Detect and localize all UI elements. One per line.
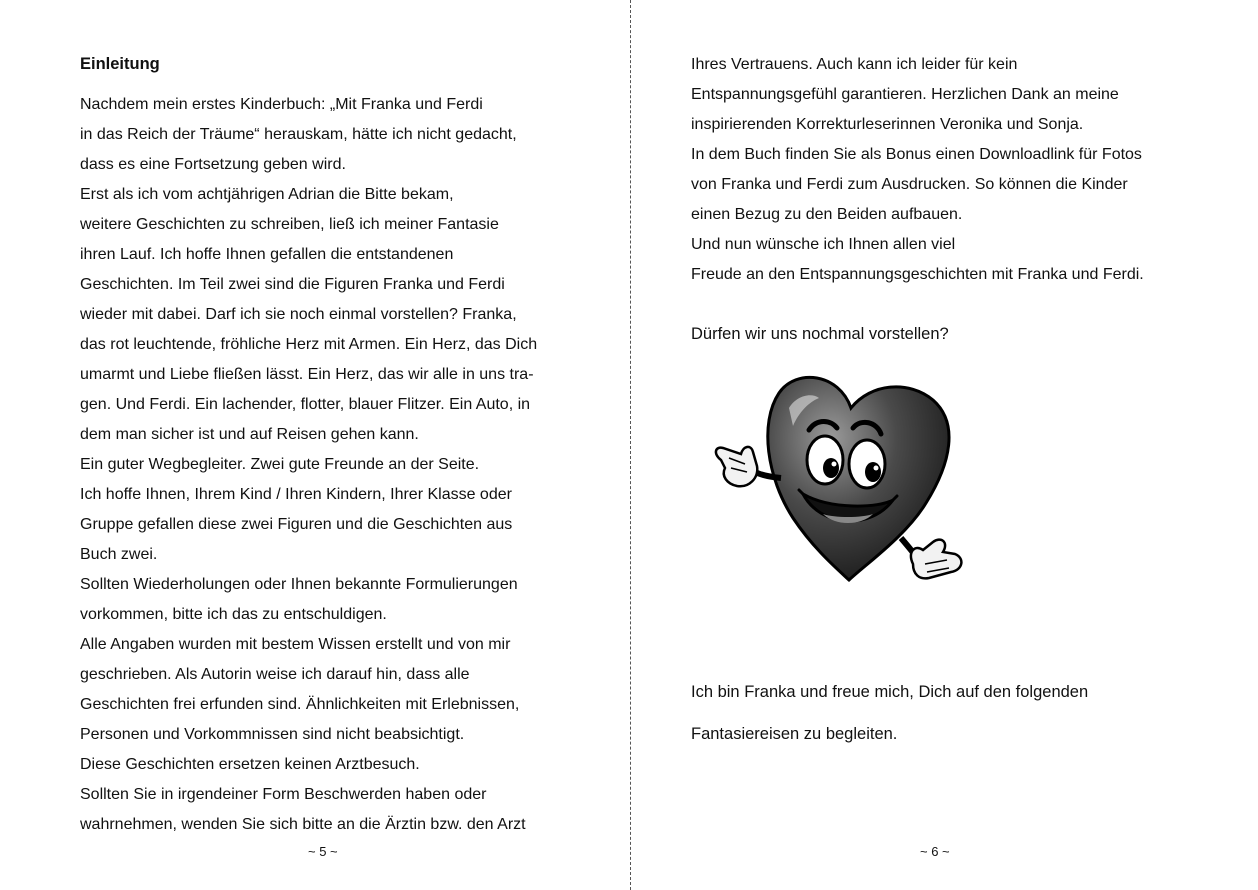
page-number: ~ 6 ~ bbox=[920, 844, 950, 859]
right-body-text bbox=[691, 50, 1144, 290]
text-line: Und nun wünsche ich Ihnen allen viel bbox=[691, 236, 956, 253]
text-line: Diese Geschichten ersetzen keinen Arztbesuch. bbox=[80, 756, 420, 773]
text-line: Ich hoffe Ihnen, Ihrem Kind / Ihren Kindern, Ihrer Klasse oder bbox=[80, 486, 512, 503]
text-line: das rot leuchtende, fröhliche Herz mit Armen. Ein Herz, das Dich bbox=[80, 336, 538, 353]
text-line: Ein guter Wegbegleiter. Zwei gute Freunde an der Seite. bbox=[80, 456, 480, 473]
text-line: wieder mit dabei. Darf ich sie noch einmal vorstellen? Franka, bbox=[80, 306, 517, 323]
text-line: Entspannungsgefühl garantieren. Herzlichen Dank an meine bbox=[691, 86, 1119, 103]
text-line: inspirierenden Korrekturleserinnen Veronika und Sonja. bbox=[691, 116, 1084, 133]
heart-character-icon bbox=[701, 368, 981, 590]
text-line: Ihres Vertrauens. Auch kann ich leider für kein bbox=[691, 56, 1018, 73]
text-line: gen. Und Ferdi. Ein lachender, flotter, blauer Flitzer. Ein Auto, in bbox=[80, 396, 531, 413]
text-line: dass es eine Fortsetzung geben wird. bbox=[80, 156, 346, 173]
text-line: wahrnehmen, wenden Sie sich bitte an die Ärztin bzw. den Arzt bbox=[80, 816, 526, 833]
text-line: In dem Buch finden Sie als Bonus einen Downloadlink für Fotos bbox=[691, 146, 1142, 163]
closing-text-line: Ich bin Franka und freue mich, Dich auf den folgenden bbox=[691, 683, 1089, 701]
text-line: einen Bezug zu den Beiden aufbauen. bbox=[691, 206, 963, 223]
text-line: geschrieben. Als Autorin weise ich darauf hin, dass alle bbox=[80, 666, 470, 683]
text-line: Geschichten. Im Teil zwei sind die Figuren Franka und Ferdi bbox=[80, 276, 505, 293]
text-line: umarmt und Liebe fließen lässt. Ein Herz, das wir alle in uns tra- bbox=[80, 366, 534, 383]
text-line: dem man sicher ist und auf Reisen gehen kann. bbox=[80, 426, 419, 443]
closing-text-line: Fantasiereisen zu begleiten. bbox=[691, 725, 898, 743]
text-line: Nachdem mein erstes Kinderbuch: „Mit Franka und Ferdi bbox=[80, 96, 483, 113]
right-page bbox=[631, 0, 1258, 890]
text-line: Sollten Sie in irgendeiner Form Beschwerden haben oder bbox=[80, 786, 487, 803]
text-line: Gruppe gefallen diese zwei Figuren und die Geschichten aus bbox=[80, 516, 513, 533]
text-line: Alle Angaben wurden mit bestem Wissen erstellt und von mir bbox=[80, 636, 511, 653]
section-subheading: Dürfen wir uns nochmal vorstellen? bbox=[691, 325, 949, 343]
left-body-text bbox=[80, 90, 537, 840]
text-line: in das Reich der Träume“ herauskam, hätte ich nicht gedacht, bbox=[80, 126, 517, 143]
text-line: Geschichten frei erfunden sind. Ähnlichkeiten mit Erlebnissen, bbox=[80, 696, 520, 713]
text-line: von Franka und Ferdi zum Ausdrucken. So können die Kinder bbox=[691, 176, 1128, 193]
text-line: Personen und Vorkommnissen sind nicht beabsichtigt. bbox=[80, 726, 465, 743]
text-line: Erst als ich vom achtjährigen Adrian die Bitte bekam, bbox=[80, 186, 454, 203]
chapter-heading: Einleitung bbox=[80, 55, 160, 73]
text-line: weitere Geschichten zu schreiben, ließ ich meiner Fantasie bbox=[80, 216, 499, 233]
text-line: Sollten Wiederholungen oder Ihnen bekannte Formulierungen bbox=[80, 576, 518, 593]
heart-character-illustration bbox=[701, 368, 981, 590]
text-line: Buch zwei. bbox=[80, 546, 158, 563]
page-number: ~ 5 ~ bbox=[308, 844, 338, 859]
text-line: ihren Lauf. Ich hoffe Ihnen gefallen die entstandenen bbox=[80, 246, 454, 263]
text-line: Freude an den Entspannungsgeschichten mit Franka und Ferdi. bbox=[691, 266, 1144, 283]
text-line: vorkommen, bitte ich das zu entschuldigen. bbox=[80, 606, 387, 623]
